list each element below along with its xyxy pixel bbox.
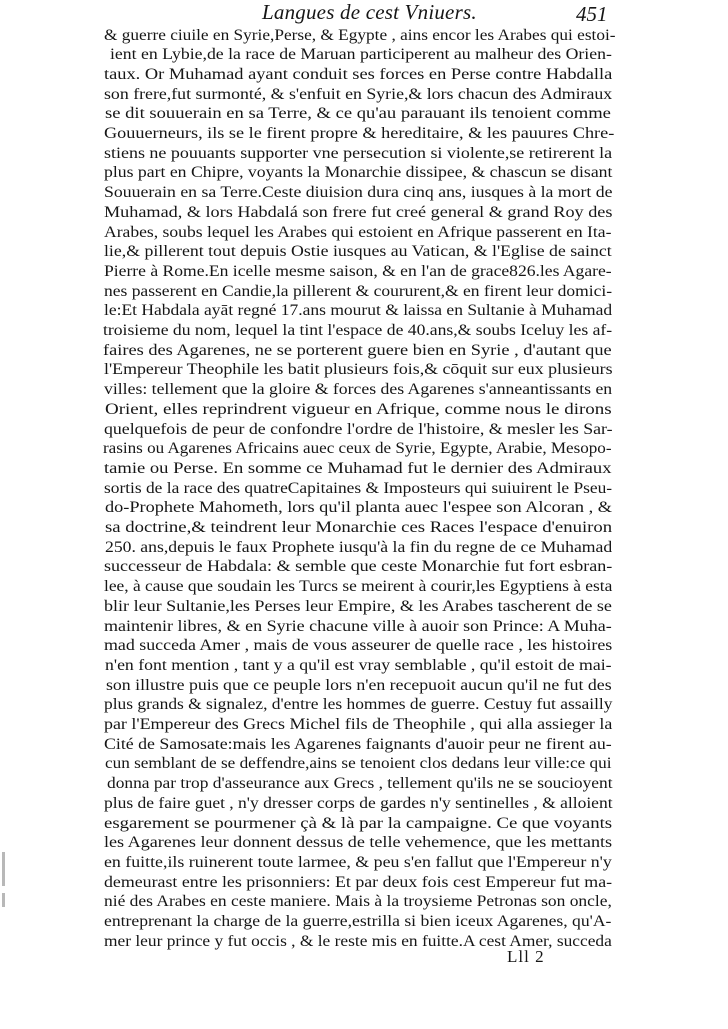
text-line: n'en font mention , tant y a qu'il est vray semblable , qu'il estoit de mai- <box>105 657 612 674</box>
text-line: donna par trop d'asseurance aux Grecs , tellement qu'ils ne se soucioyent <box>107 775 613 792</box>
text-line: Cité de Samosate:mais les Agarenes faignants d'auoir peur ne firent au- <box>104 736 612 753</box>
text-line: rasins ou Agarenes Africains auec ceux de Syrie, Egypte, Arabie, Mesopo- <box>103 440 612 457</box>
page-number: 451 <box>576 2 608 26</box>
text-line: son illustre puis que ce peuple lors n'en recepuoit aucun qu'il ne fut des <box>106 677 612 694</box>
text-line: en fuitte,ils ruinerent toute larmee, & peu s'en fallut que l'Empereur n'y <box>104 854 612 871</box>
text-line: nié des Arabes en ceste maniere. Mais à la troysieme Petronas son oncle, <box>104 893 612 910</box>
text-line: les Agarenes leur donnent dessus de telle vehemence, que les mettants <box>104 834 613 851</box>
text-line: taux. Or Muhamad ayant conduit ses forces en Perse contre Habdalla <box>104 66 613 83</box>
text-line: & guerre ciuile en Syrie,Perse, & Egypte , ains encor les Arabes qui estoi- <box>104 27 616 44</box>
text-line: Muhamad, & lors Habdalá son frere fut creé general & grand Roy des <box>104 204 613 221</box>
text-line: sa doctrine,& teindrent leur Monarchie ces Races l'espace d'enuiron <box>105 519 613 536</box>
text-line: lee, à cause que soudain les Turcs se meirent à courir,les Egyptiens à esta <box>104 578 613 595</box>
text-line: se dit souuerain en sa Terre, & ce qu'au parauant ils tenoient comme <box>105 105 611 122</box>
text-line: villes: tellement que la gloire & forces des Agarenes s'anneantissants en <box>104 381 613 398</box>
text-line: ient en Lybie,de la race de Maruan participerent au malheur des Orien- <box>110 46 612 63</box>
text-line: mer leur prince y fut occis , & le reste mis en fuitte.A cest Amer, succeda <box>104 933 612 950</box>
text-line: 250. ans,depuis le faux Prophete iusqu'à la fin du regne de ce Muhamad <box>105 539 613 556</box>
text-line: maintenir libres, & en Syrie chacune ville à auoir son Prince: A Muha- <box>104 618 612 635</box>
text-line: cun semblant de se deffendre,ains se tenoient clos dedans leur ville:ce qui <box>105 755 612 772</box>
text-line: stiens ne pouuants supporter vne persecution si violente,se retirerent la <box>104 145 613 162</box>
text-line: Souuerain en sa Terre.Ceste diuision dura cinq ans, iusques à la mort de <box>104 184 613 201</box>
text-line: tamie ou Perse. En somme ce Muhamad fut le dernier des Admiraux <box>104 460 612 477</box>
text-line: troisieme du nom, lequel la tint l'espace de 40.ans,& soubs Iceluy les af- <box>103 322 613 339</box>
text-line: Arabes, soubs lequel les Arabes qui estoient en Afrique passerent en Ita- <box>104 224 612 241</box>
text-line: plus grands & signalez, d'entre les hommes de guerre. Cestuy fut assailly <box>104 696 613 713</box>
text-line: quelquefois de peur de confondre l'ordre de l'histoire, & mesler les Sar- <box>104 421 613 438</box>
text-line: mad succeda Amer , mais de vous asseurer de quelle race , les histoires <box>104 637 613 654</box>
page-edge-mark <box>2 852 5 886</box>
text-line: plus de faire guet , n'y dresser corps de gardes n'y sentinelles , & alloient <box>104 795 613 812</box>
running-title: Langues de cest Vniuers. <box>262 0 477 24</box>
text-line: le:Et Habdala ayāt regné 17.ans mourut & laissa en Sultanie à Muhamad <box>104 302 613 319</box>
text-line: successeur de Habdala: & semble que ceste Monarchie fut fort esbran- <box>104 558 613 575</box>
text-line: faires des Agarenes, ne se porterent guere bien en Syrie , d'autant que <box>103 342 612 359</box>
text-line: Pierre à Rome.En icelle mesme saison, & en l'an de grace826.les Agare- <box>104 263 612 280</box>
text-line: nes passerent en Candie,la pillerent & coururent,& en firent leur domici- <box>104 283 613 300</box>
text-line: Orient, elles reprindrent vigueur en Afrique, comme nous le dirons <box>105 401 612 418</box>
text-line: par l'Empereur des Grecs Michel fils de Theophile , qui alla assieger la <box>104 716 613 733</box>
text-line: plus part en Chipre, voyants la Monarchie dissipee, & chascun se disant <box>104 164 613 181</box>
text-line: do-Prophete Mahometh, lors qu'il planta auec l'espee son Alcoran , & <box>105 499 613 516</box>
text-line: esgarement se pourmener çà & là par la campaigne. Ce que voyants <box>104 815 613 832</box>
signature-mark: Lll 2 <box>507 947 545 966</box>
page-edge-mark <box>2 893 5 907</box>
text-line: Gouuerneurs, ils se le firent propre & hereditaire, & les pauures Chre- <box>104 125 615 142</box>
text-line: demeurast entre les prisonniers: Et par deux fois cest Empereur fut ma- <box>104 874 613 891</box>
text-line: sortis de la race des quatreCapitaines & Imposteurs qui suiuirent le Pseu- <box>104 480 613 497</box>
text-line: lie,& pillerent tout depuis Ostie iusques au Vatican, & l'Eglise de sainct <box>104 243 612 260</box>
text-line: l'Empereur Theophile les batit plusieurs fois,& cōquit sur eux plusieurs <box>104 361 613 378</box>
text-line: blir leur Sultanie,les Perses leur Empire, & les Arabes tascherent de se <box>104 598 612 615</box>
text-line: son frere,fut surmonté, & s'enfuit en Syrie,& lors chacun des Admiraux <box>104 86 613 103</box>
text-line: entreprenant la charge de la guerre,estrilla si bien iceux Agarenes, qu'A- <box>104 913 612 930</box>
